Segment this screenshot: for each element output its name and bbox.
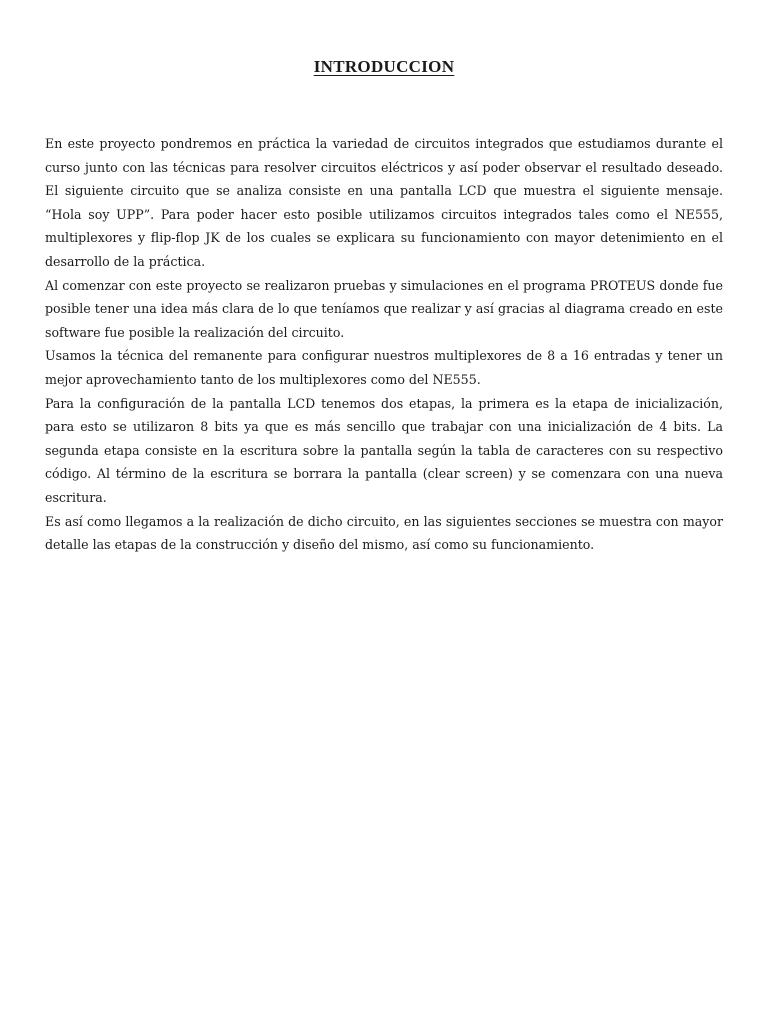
paragraph-lcd-configuration: Para la configuración de la pantalla LCD tenemos dos etapas, la primera es la etapa de inicialización, para esto se utilizaron 8 bits ya que es más sencillo que trabajar con una inicialización de 4 bits. La segunda etapa consiste en la escritura sobre la pantalla según la tabla de caracteres con su respectivo código. Al término de la escritura se borrara la pantalla (clear screen) y se comenzara con una nueva escritura.: [45, 395, 723, 505]
paragraph-proteus: Al comenzar con este proyecto se realizaron pruebas y simulaciones en el programa PROTEUS donde fue posible tener una idea más clara de lo que teníamos que realizar y así gracias al diagrama creado en este software fue posible la realización del circuito.: [45, 277, 723, 340]
page-title: INTRODUCCION: [313, 57, 455, 76]
paragraph-conclusion: Es así como llegamos a la realización de dicho circuito, en las siguientes secciones se muestra con mayor detalle las etapas de la construcción y diseño del mismo, así como su funcionamiento.: [45, 513, 723, 553]
paragraph-multiplexers: Usamos la técnica del remanente para configurar nuestros multiplexores de 8 a 16 entradas y tener un mejor aprovechamiento tanto de los multiplexores como del NE555.: [45, 348, 723, 387]
document-body: [45, 132, 723, 557]
paragraph-intro: En este proyecto pondremos en práctica la variedad de circuitos integrados que estudiamos durante el curso junto con las técnicas para resolver circuitos eléctricos y así poder observar el resultado deseado. El siguiente circuito que se analiza consiste en una pantalla LCD que muestra el siguiente mensaje. “Hola soy UPP”. Para poder hacer esto posible utilizamos circuitos integrados tales como el NE555, multiplexores y flip-flop JK de los cuales se explicara su funcionamiento con mayor detenimiento en el desarrollo de la práctica.: [45, 136, 723, 269]
